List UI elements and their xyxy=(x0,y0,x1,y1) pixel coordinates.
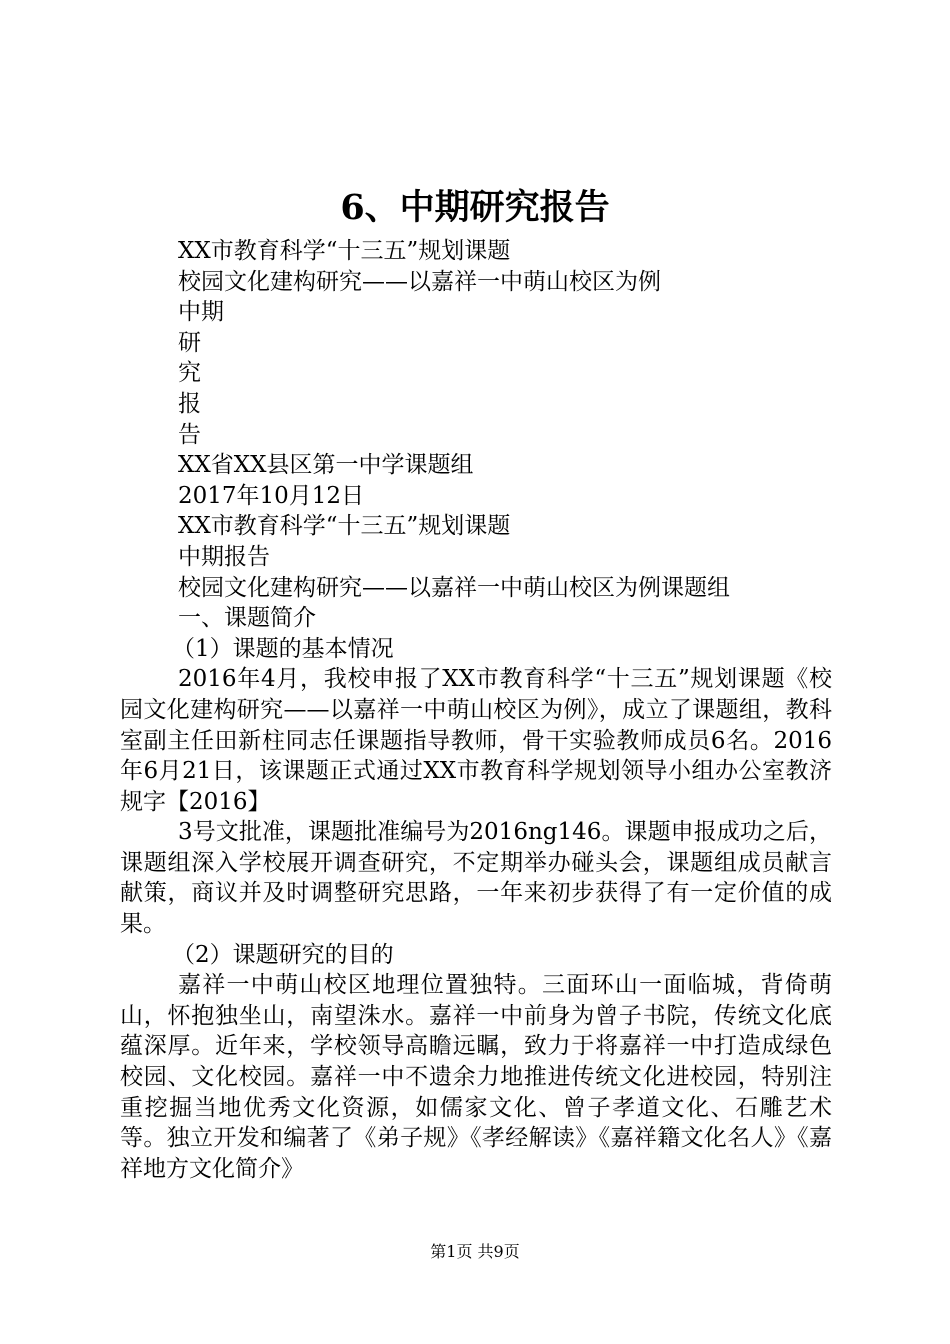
text-line: XX市教育科学“十三五”规划课题 xyxy=(178,513,511,540)
text-line: XX市教育科学“十三五”规划课题 xyxy=(178,238,511,264)
section-heading: （1）课题的基本情况 xyxy=(172,635,394,662)
text-line: 报 xyxy=(178,390,201,417)
paragraph: 嘉祥一中萌山校区地理位置独特。三面环山一面临城，背倚萌山，怀抱独坐山，南望洙水。嘉祥一中前身为曾子书院，传统文化底蕴深厚。近年来，学校领导高瞻远瞩，致力于将嘉祥一中打造成绿色校园、文化校园。嘉祥一中不遗余力地推进传统文化进校园，特别注重挖掘当地优秀文化资源，如儒家文化、曾子孝道文化、石雕艺术等。独立开发和编著了《弟子规》《孝经解读》《嘉祥籍文化名人》《嘉祥地方文化简介》 xyxy=(120,972,832,1182)
text-line: 中期报告 xyxy=(178,543,270,570)
section-heading: （2）课题研究的目的 xyxy=(172,941,394,968)
text-line: 校园文化建构研究——以嘉祥一中萌山校区为例课题组 xyxy=(178,574,730,601)
document-body xyxy=(120,236,832,1184)
text-line: XX省XX县区第一中学课题组 xyxy=(178,452,474,479)
text-line: 研 xyxy=(178,329,201,356)
paragraph: 2016年4月，我校申报了XX市教育科学“十三五”规划课题《校园文化建构研究——以嘉祥一中萌山校区为例》，成立了课题组，教科室副主任田新柱同志任课题指导教师，骨干实验教师成员6名。2016年6月21日，该课题正式通过XX市教育科学规划领导小组办公室教济规字【2016】 xyxy=(120,666,832,815)
text-line: 2017年10月12日 xyxy=(178,482,365,509)
text-line: 究 xyxy=(178,360,201,387)
text-line: 校园文化建构研究——以嘉祥一中萌山校区为例 xyxy=(178,268,661,295)
document-title: 6、中期研究报告 xyxy=(340,187,610,228)
paragraph: 3号文批准，课题批准编号为2016ng146。课题申报成功之后，课题组深入学校展开调查研究，不定期举办碰头会，课题组成员献言献策，商议并及时调整研究思路，一年来初步获得了有一定价值的成果。 xyxy=(120,819,832,938)
text-line: 告 xyxy=(178,421,201,448)
text-line: 一、课题简介 xyxy=(178,605,316,632)
text-line: 中期 xyxy=(178,299,224,326)
page-number: 第1页 共9页 xyxy=(430,1242,520,1261)
